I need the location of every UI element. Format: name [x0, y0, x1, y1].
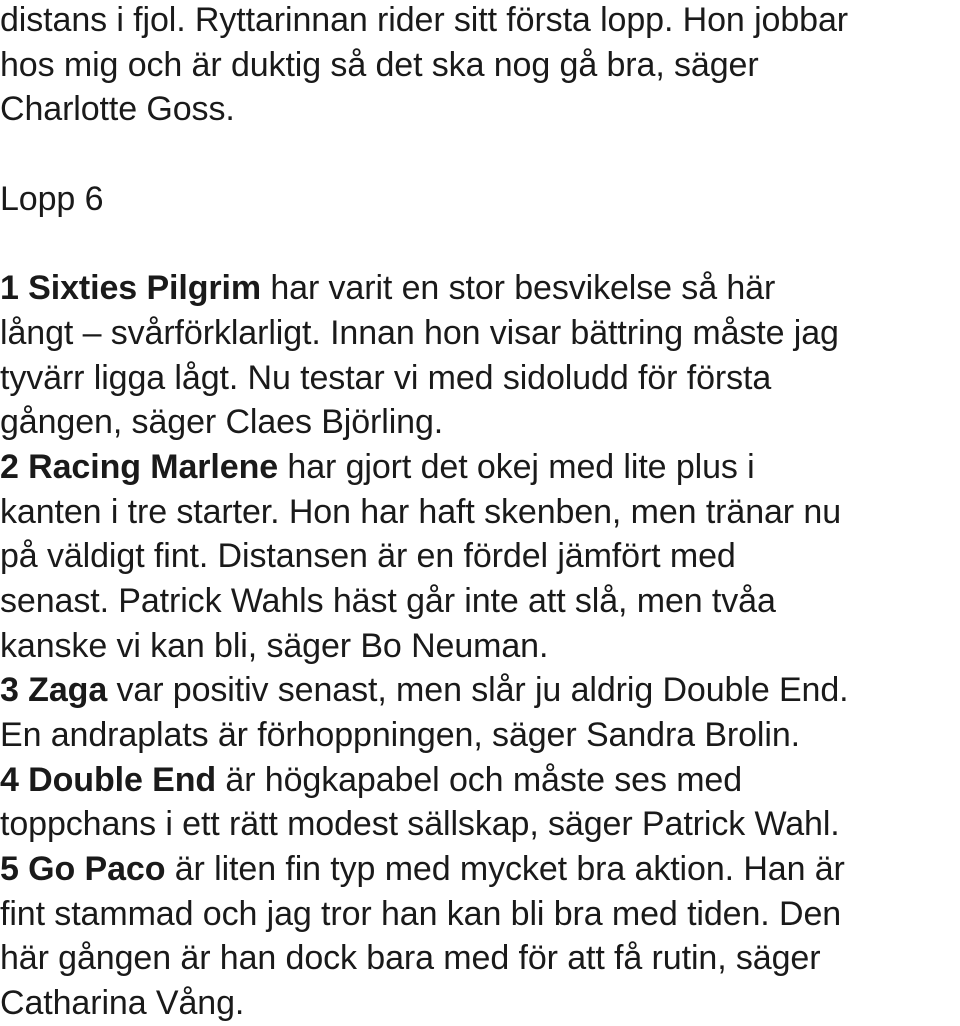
text-line: här gången är han dock bara med för att få rutin, säger — [0, 939, 821, 978]
horse-number: 3 — [0, 671, 19, 710]
spacer — [0, 132, 960, 177]
text-line: långt – svårförklarligt. Innan hon visar bättring måste jag — [0, 313, 839, 352]
horse-comment: har varit en stor besvikelse så här — [261, 269, 776, 308]
intro-paragraph — [0, 0, 960, 132]
text-line: toppchans i ett rätt modest sällskap, säger Patrick Wahl. — [0, 805, 840, 844]
text-line — [0, 758, 960, 803]
text-line: på väldigt fint. Distansen är en fördel jämfört med — [0, 537, 736, 576]
text-line: Catharina Vång. — [0, 984, 245, 1023]
horse-comment: är liten fin typ med mycket bra aktion. Han är — [165, 850, 845, 889]
text-line: senast. Patrick Wahls häst går inte att slå, men tvåa — [0, 581, 776, 620]
horse-name: Sixties Pilgrim — [28, 269, 261, 308]
horse-name: Double End — [28, 760, 217, 799]
text-line — [0, 847, 960, 892]
section-heading — [0, 177, 960, 222]
horse-comment: var positiv senast, men slår ju aldrig Double End. — [107, 671, 849, 710]
text-line: kanten i tre starter. Hon har haft skenben, men tränar nu — [0, 492, 841, 531]
horse-comment: har gjort det okej med lite plus i — [278, 447, 755, 486]
text-line — [0, 266, 960, 311]
horse-number: 2 — [0, 447, 19, 486]
text-line: Charlotte Goss. — [0, 90, 235, 129]
text-line: gången, säger Claes Björling. — [0, 403, 444, 442]
horse-entry-4 — [0, 758, 960, 847]
horse-entry-5 — [0, 847, 960, 1026]
text-line: tyvärr ligga lågt. Nu testar vi med sidoludd för första — [0, 358, 772, 397]
horse-name: Go Paco — [28, 850, 166, 889]
text-line: kanske vi kan bli, säger Bo Neuman. — [0, 626, 549, 665]
text-line — [0, 445, 960, 490]
text-line: hos mig och är duktig så det ska nog gå bra, säger — [0, 45, 759, 84]
horse-number: 1 — [0, 269, 19, 308]
horse-comment: är högkapabel och måste ses med — [216, 760, 743, 799]
horse-entry-1 — [0, 266, 960, 445]
spacer — [0, 221, 960, 266]
section-title: Lopp 6 — [0, 179, 104, 218]
text-line: En andraplats är förhoppningen, säger Sandra Brolin. — [0, 716, 800, 754]
text-line: fint stammad och jag tror han kan bli bra med tiden. Den — [0, 894, 842, 933]
horse-entry-3 — [0, 668, 960, 757]
horse-name: Zaga — [28, 671, 108, 710]
horse-number: 5 — [0, 850, 19, 889]
horse-number: 4 — [0, 760, 19, 799]
horse-entry-2 — [0, 445, 960, 668]
text-line: distans i fjol. Ryttarinnan rider sitt första lopp. Hon jobbar — [0, 1, 848, 39]
horse-name: Racing Marlene — [28, 447, 279, 486]
text-line — [0, 668, 960, 713]
